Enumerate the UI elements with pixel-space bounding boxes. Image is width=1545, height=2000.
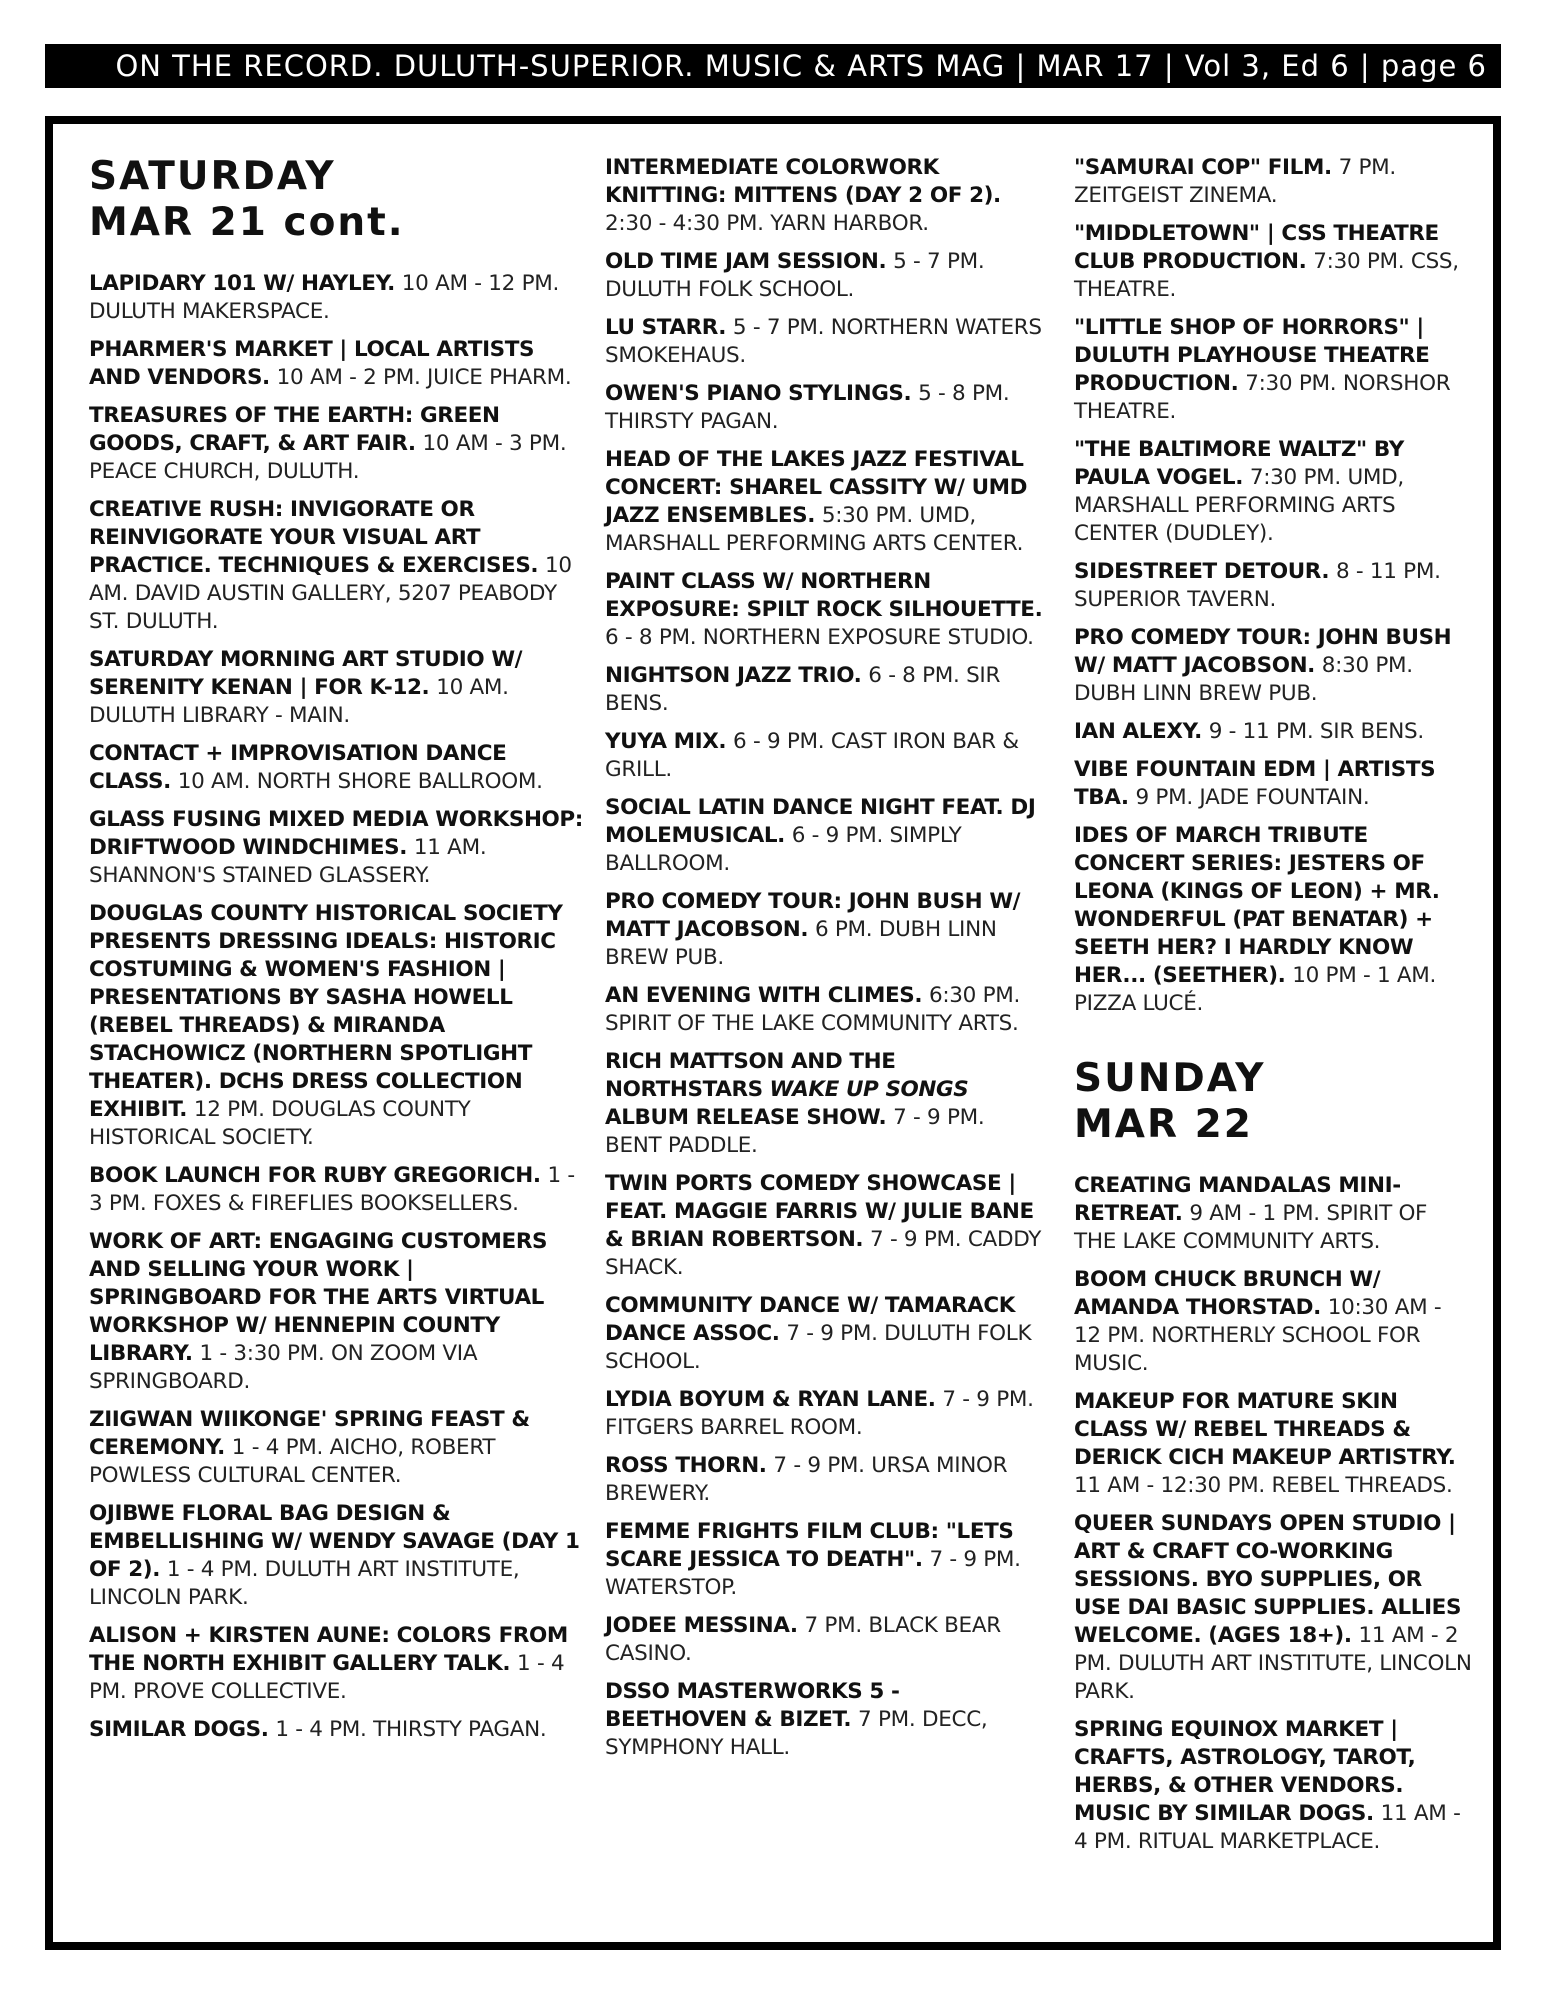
event-listing: [605, 982, 1045, 1038]
event-title: OLD TIME JAM SESSION.: [605, 249, 887, 274]
event-details: 7 - 9 PM. WATERSTOP.: [605, 1547, 1021, 1600]
event-list: [1074, 1172, 1474, 1856]
event-details: 10 PM - 1 AM. PIZZA LUCÉ.: [1074, 963, 1437, 1016]
column-3: [1074, 154, 1474, 1866]
event-details: 1 - 4 PM. PROVE COLLECTIVE.: [89, 1651, 565, 1704]
event-details: 10 AM. NORTH SHORE BALLROOM.: [177, 769, 543, 794]
event-details: 6 - 8 PM. NORTHERN EXPOSURE STUDIO.: [605, 625, 1034, 650]
event-details: 5:30 PM. UMD, MARSHALL PERFORMING ARTS CENTER.: [605, 503, 1024, 556]
page-header-text: ON THE RECORD. DULUTH-SUPERIOR. MUSIC & ARTS MAG | MAR 17 | Vol 3, Ed 6 | page 6: [115, 49, 1487, 83]
event-listing: [1074, 1510, 1474, 1706]
event-listing: [89, 806, 589, 890]
day-heading-sunday: [1074, 1056, 1474, 1148]
event-listing: [605, 154, 1045, 238]
event-title: LAPIDARY 101 W/ HAYLEY.: [89, 271, 395, 296]
event-title: PRO COMEDY TOUR: JOHN BUSH W/ MATT JACOBSON.: [605, 889, 1021, 942]
event-details: 10 AM - 3 PM. PEACE CHURCH, DULUTH.: [89, 431, 567, 484]
event-title: CONTACT + IMPROVISATION DANCE CLASS.: [89, 741, 507, 794]
event-details: 6 - 8 PM. SIR BENS.: [605, 663, 1001, 716]
event-title: ZIIGWAN WIIKONGE' SPRING FEAST & CEREMONY.: [89, 1407, 530, 1460]
event-title: ALISON + KIRSTEN AUNE: COLORS FROM THE NORTH EXHIBIT GALLERY TALK.: [89, 1623, 568, 1676]
event-details: 1 - 4 PM. DULUTH ART INSTITUTE, LINCOLN PARK.: [89, 1557, 520, 1610]
event-listing: [89, 270, 589, 326]
event-listing: [1074, 718, 1474, 746]
event-title: YUYA MIX.: [605, 729, 727, 754]
event-listing: [89, 336, 589, 392]
event-details: 1 - 3 PM. FOXES & FIREFLIES BOOKSELLERS.: [89, 1163, 575, 1216]
day-heading-line: SATURDAY: [89, 154, 336, 199]
event-title: JODEE MESSINA.: [605, 1613, 798, 1638]
event-title: IDES OF MARCH TRIBUTE CONCERT SERIES: JESTERS OF LEONA (KINGS OF LEON) + MR. WONDERFUL (PAT BENATAR) + SEETH HER? I HARDLY KNOW HER... (SEETHER).: [1074, 823, 1440, 988]
event-listing: [1074, 624, 1474, 708]
event-title: "SAMURAI COP" FILM.: [1074, 155, 1332, 180]
event-title: PAINT CLASS W/ NORTHERN EXPOSURE: SPILT ROCK SILHOUETTE.: [605, 569, 1043, 622]
event-details: 10 AM. DAVID AUSTIN GALLERY, 5207 PEABODY ST. DULUTH.: [89, 553, 572, 634]
event-details: 7 - 9 PM. URSA MINOR BREWERY.: [605, 1453, 1008, 1506]
event-listing: [605, 888, 1045, 972]
day-heading-line: SUNDAY: [1074, 1056, 1266, 1101]
event-listing: [605, 1612, 1045, 1668]
event-title: VIBE FOUNTAIN EDM | ARTISTS TBA.: [1074, 757, 1436, 810]
event-title: "LITTLE SHOP OF HORRORS" | DULUTH PLAYHOUSE THEATRE PRODUCTION.: [1074, 315, 1430, 396]
event-title-italic: WAKE UP SONGS: [769, 1077, 969, 1102]
event-title: CREATING MANDALAS MINI-RETREAT.: [1074, 1173, 1401, 1226]
event-details: 7 PM. BLACK BEAR CASINO.: [605, 1613, 1001, 1666]
event-listing: [89, 1406, 589, 1490]
event-listing: [1074, 220, 1474, 304]
event-listing: [1074, 1172, 1474, 1256]
event-title: INTERMEDIATE COLORWORK KNITTING: MITTENS (DAY 2 OF 2).: [605, 155, 1001, 208]
event-details: 1 - 4 PM. THIRSTY PAGAN.: [275, 1717, 547, 1742]
event-details: 5 - 7 PM. NORTHERN WATERS SMOKEHAUS.: [605, 315, 1042, 368]
event-title: "MIDDLETOWN" | CSS THEATRE CLUB PRODUCTION.: [1074, 221, 1439, 274]
event-title: OJIBWE FLORAL BAG DESIGN & EMBELLISHING W/ WENDY SAVAGE (DAY 1 OF 2).: [89, 1501, 580, 1582]
event-title: OWEN'S PIANO STYLINGS.: [605, 381, 912, 406]
event-listing: [605, 1048, 1045, 1160]
event-title: DOUGLAS COUNTY HISTORICAL SOCIETY PRESENTS DRESSING IDEALS: HISTORIC COSTUMING & WOMEN'S FASHION | PRESENTATIONS BY SASHA HOWELL (REBEL THREADS) & MIRANDA STACHOWICZ (NORTHERN SPOTLIGHT THEATER). DCHS DRESS COLLECTION EXHIBIT.: [89, 901, 563, 1122]
event-list: [89, 270, 589, 1744]
event-listing: [605, 568, 1045, 652]
event-listing: [1074, 558, 1474, 614]
event-listing: [605, 380, 1045, 436]
event-title: SIMILAR DOGS.: [89, 1717, 269, 1742]
event-details: 7 - 9 PM. CADDY SHACK.: [605, 1227, 1042, 1280]
event-details: 6:30 PM. SPIRIT OF THE LAKE COMMUNITY ARTS.: [605, 983, 1021, 1036]
event-details: 8 - 11 PM. SUPERIOR TAVERN.: [1074, 559, 1441, 612]
day-heading-line: MAR 21 cont.: [89, 200, 405, 245]
event-listing: [605, 1170, 1045, 1282]
event-listing: [89, 740, 589, 796]
event-details: 11 AM - 2 PM. DULUTH ART INSTITUTE, LINCOLN PARK.: [1074, 1623, 1472, 1704]
event-listing: [89, 1162, 589, 1218]
event-details: 2:30 - 4:30 PM. YARN HARBOR.: [605, 211, 929, 236]
event-details: 9 - 11 PM. SIR BENS.: [1208, 719, 1424, 744]
event-title: TREASURES OF THE EARTH: GREEN GOODS, CRAFT, & ART FAIR.: [89, 403, 500, 456]
event-title: GLASS FUSING MIXED MEDIA WORKSHOP: DRIFTWOOD WINDCHIMES.: [89, 807, 583, 860]
event-listing: [605, 248, 1045, 304]
event-title: RICH MATTSON AND THE NORTHSTARS: [605, 1049, 896, 1102]
event-title: COMMUNITY DANCE W/ TAMARACK DANCE ASSOC.: [605, 1293, 1016, 1346]
event-details: 10:30 AM - 12 PM. NORTHERLY SCHOOL FOR MUSIC.: [1074, 1295, 1442, 1376]
event-details: 10 AM - 2 PM. JUICE PHARM.: [276, 365, 572, 390]
event-details: 5 - 7 PM. DULUTH FOLK SCHOOL.: [605, 249, 985, 302]
event-title: IAN ALEXY.: [1074, 719, 1202, 744]
event-details: 6 PM. DUBH LINN BREW PUB.: [605, 917, 997, 970]
event-title: FEMME FRIGHTS FILM CLUB: "LETS SCARE JESSICA TO DEATH".: [605, 1519, 1014, 1572]
event-listing: [1074, 436, 1474, 548]
event-listing: [1074, 822, 1474, 1018]
event-title: WORK OF ART: ENGAGING CUSTOMERS AND SELLING YOUR WORK | SPRINGBOARD FOR THE ARTS VIRTUAL WORKSHOP W/ HENNEPIN COUNTY LIBRARY.: [89, 1229, 548, 1366]
event-title: TWIN PORTS COMEDY SHOWCASE | FEAT. MAGGIE FARRIS W/ JULIE BANE & BRIAN ROBERTSON.: [605, 1171, 1034, 1252]
event-listing: [605, 446, 1045, 558]
event-title: BOOK LAUNCH FOR RUBY GREGORICH.: [89, 1163, 541, 1188]
event-details: 7 PM. ZEITGEIST ZINEMA.: [1074, 155, 1396, 208]
event-details: 7:30 PM. CSS, THEATRE.: [1074, 249, 1459, 302]
event-listing: [605, 1386, 1045, 1442]
event-details: 8:30 PM. DUBH LINN BREW PUB.: [1074, 653, 1413, 706]
event-details: 9 PM. JADE FOUNTAIN.: [1135, 785, 1370, 810]
event-title: MAKEUP FOR MATURE SKIN CLASS W/ REBEL THREADS & DERICK CICH MAKEUP ARTISTRY.: [1074, 1389, 1456, 1470]
column-1: [89, 154, 589, 1754]
event-details: 9 AM - 1 PM. SPIRIT OF THE LAKE COMMUNITY ARTS.: [1074, 1201, 1428, 1254]
event-title: LYDIA BOYUM & RYAN LANE.: [605, 1387, 936, 1412]
event-title: "THE BALTIMORE WALTZ" BY PAULA VOGEL.: [1074, 437, 1404, 490]
event-details: 7 PM. DECC, SYMPHONY HALL.: [605, 1707, 988, 1760]
event-title: LU STARR.: [605, 315, 727, 340]
event-listing: [89, 402, 589, 486]
event-title: BOOM CHUCK BRUNCH W/ AMANDA THORSTAD.: [1074, 1267, 1381, 1320]
event-listing: [89, 1622, 589, 1706]
listings-frame: [45, 116, 1501, 1950]
event-title: HEAD OF THE LAKES JAZZ FESTIVAL CONCERT: SHAREL CASSITY W/ UMD JAZZ ENSEMBLES.: [605, 447, 1028, 528]
event-details: 7:30 PM. NORSHOR THEATRE.: [1074, 371, 1451, 424]
event-listing: [89, 496, 589, 636]
event-listing: [605, 1292, 1045, 1376]
event-listing: [1074, 314, 1474, 426]
event-details: 12 PM. DOUGLAS COUNTY HISTORICAL SOCIETY.: [89, 1097, 471, 1150]
event-list: [1074, 154, 1474, 1018]
event-title: NIGHTSON JAZZ TRIO.: [605, 663, 862, 688]
event-listing: [1074, 756, 1474, 812]
event-details: 7 - 9 PM. BENT PADDLE.: [605, 1105, 985, 1158]
event-title: ROSS THORN.: [605, 1453, 767, 1478]
event-details: 7:30 PM. UMD, MARSHALL PERFORMING ARTS CENTER (DUDLEY).: [1074, 465, 1404, 546]
event-details: 11 AM - 12:30 PM. REBEL THREADS.: [1074, 1473, 1453, 1498]
event-details: 7 - 9 PM. FITGERS BARREL ROOM.: [605, 1387, 1034, 1440]
event-details: 10 AM. DULUTH LIBRARY - MAIN.: [89, 675, 509, 728]
event-listing: [1074, 1716, 1474, 1856]
event-title: AN EVENING WITH CLIMES.: [605, 983, 923, 1008]
event-details: 7 - 9 PM. DULUTH FOLK SCHOOL.: [605, 1321, 1032, 1374]
event-list: [605, 154, 1045, 1762]
event-title: SOCIAL LATIN DANCE NIGHT FEAT. DJ MOLEMUSICAL.: [605, 795, 1036, 848]
event-title: CREATIVE RUSH: INVIGORATE OR REINVIGORATE YOUR VISUAL ART PRACTICE. TECHNIQUES & EXERCISES.: [89, 497, 539, 578]
event-title: PRO COMEDY TOUR: JOHN BUSH W/ MATT JACOBSON.: [1074, 625, 1452, 678]
event-details: 11 AM. SHANNON'S STAINED GLASSERY.: [89, 835, 487, 888]
event-listing: [1074, 1266, 1474, 1378]
event-title: SATURDAY MORNING ART STUDIO W/ SERENITY KENAN | FOR K-12.: [89, 647, 523, 700]
event-listing: [605, 1452, 1045, 1508]
page-header-bar: [45, 44, 1501, 88]
event-listing: [89, 1716, 589, 1744]
event-title: PHARMER'S MARKET | LOCAL ARTISTS AND VENDORS.: [89, 337, 535, 390]
column-2: [605, 154, 1045, 1772]
event-listing: [605, 1678, 1045, 1762]
event-title: ALBUM RELEASE SHOW.: [605, 1105, 887, 1130]
event-listing: [605, 314, 1045, 370]
event-title: SIDESTREET DETOUR.: [1074, 559, 1330, 584]
event-listing: [1074, 1388, 1474, 1500]
event-details: 6 - 9 PM. SIMPLY BALLROOM.: [605, 823, 962, 876]
event-listing: [605, 1518, 1045, 1602]
event-listing: [1074, 154, 1474, 210]
event-details: 11 AM - 4 PM. RITUAL MARKETPLACE.: [1074, 1801, 1461, 1854]
event-title: QUEER SUNDAYS OPEN STUDIO | ART & CRAFT CO-WORKING SESSIONS. BYO SUPPLIES, OR USE DAI BASIC SUPPLIES. ALLIES WELCOME. (AGES 18+).: [1074, 1511, 1462, 1648]
event-title: DSSO MASTERWORKS 5 - BEETHOVEN & BIZET.: [605, 1679, 900, 1732]
event-title: SPRING EQUINOX MARKET | CRAFTS, ASTROLOGY, TAROT, HERBS, & OTHER VENDORS. MUSIC BY SIMILAR DOGS.: [1074, 1717, 1416, 1826]
event-listing: [605, 662, 1045, 718]
event-details: 6 - 9 PM. CAST IRON BAR & GRILL.: [605, 729, 1019, 782]
event-listing: [89, 646, 589, 730]
event-listing: [605, 794, 1045, 878]
event-listing: [89, 1228, 589, 1396]
day-heading-line: MAR 22: [1074, 1102, 1253, 1147]
event-details: 1 - 4 PM. AICHO, ROBERT POWLESS CULTURAL CENTER.: [89, 1435, 496, 1488]
event-listing: [89, 1500, 589, 1612]
event-listing: [605, 728, 1045, 784]
event-listing: [89, 900, 589, 1152]
event-details: 1 - 3:30 PM. ON ZOOM VIA SPRINGBOARD.: [89, 1341, 478, 1394]
event-details: 10 AM - 12 PM. DULUTH MAKERSPACE.: [89, 271, 560, 324]
day-heading-saturday: [89, 154, 589, 246]
event-details: 5 - 8 PM. THIRSTY PAGAN.: [605, 381, 1010, 434]
